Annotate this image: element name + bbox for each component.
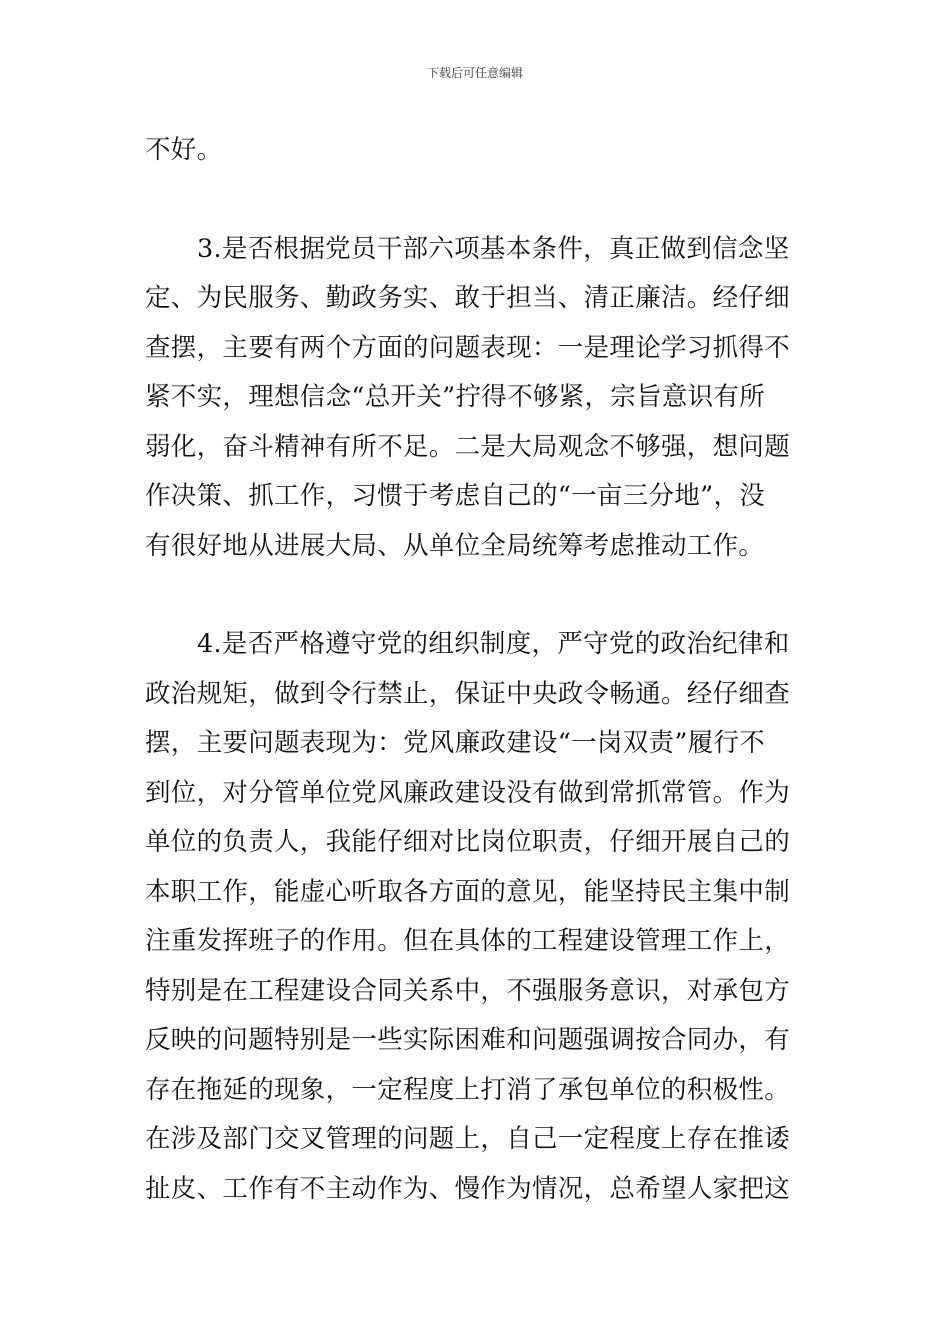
p4-line-4: 到位，对分管单位党风廉政建设没有做到常抓常管。作为 <box>145 777 791 808</box>
intro-line: 不好。 <box>145 135 223 165</box>
p4-line-7: 注重发挥班子的作用。但在具体的工程建设管理工作上， <box>145 926 791 956</box>
paragraph-4 <box>145 620 809 1214</box>
p3-line-4: 紧不实，理想信念“总开关”拧得不够紧，宗旨意识有所 <box>145 382 766 412</box>
p4-line-9: 反映的问题特别是一些实际困难和问题强调按合同办，有 <box>145 1025 791 1055</box>
paragraph-gap <box>145 571 809 620</box>
p3-line-2: 定、为民服务、勤政务实、敢于担当、清正廉洁。经仔细 <box>145 283 791 313</box>
paragraph-3 <box>145 225 809 572</box>
p3-line-7: 有很好地从进展大局、从单位全局统筹考虑推动工作。 <box>145 530 765 561</box>
paragraph-gap <box>145 176 809 225</box>
p4-line-2: 政治规矩，做到令行禁止，保证中央政令畅通。经仔细查 <box>145 678 791 709</box>
p3-line-1: 3.是否根据党员干部六项基本条件，真正做到信念坚 <box>197 233 790 264</box>
p4-line-11: 在涉及部门交叉管理的问题上，自己一定程度上存在推诿 <box>145 1124 791 1154</box>
p4-line-5: 单位的负责人，我能仔细对比岗位职责，仔细开展自己的 <box>145 827 791 857</box>
document-body <box>145 126 809 1214</box>
p4-line-6: 本职工作，能虚心听取各方面的意见，能坚持民主集中制 <box>145 876 791 907</box>
page-header: 下载后可任意编辑 <box>426 66 523 80</box>
p3-line-6: 作决策、抓工作，习惯于考虑自己的“一亩三分地”，没 <box>145 481 766 511</box>
p4-line-1: 4.是否严格遵守党的组织制度，严守党的政治纪律和 <box>197 629 790 659</box>
p4-line-10: 存在拖延的现象，一定程度上打消了承包单位的积极性。 <box>145 1074 791 1105</box>
p4-line-3: 摆，主要问题表现为：党风廉政建设“一岗双责”履行不 <box>145 728 766 758</box>
p4-line-12: 扯皮、工作有不主动作为、慢作为情况，总希望人家把这 <box>145 1173 791 1204</box>
p4-line-8: 特别是在工程建设合同关系中，不强服务意识，对承包方 <box>145 975 791 1006</box>
p3-line-5: 弱化，奋斗精神有所不足。二是大局观念不够强，想问题 <box>145 431 791 462</box>
p3-line-3: 查摆，主要有两个方面的问题表现：一是理论学习抓得不 <box>145 332 791 363</box>
